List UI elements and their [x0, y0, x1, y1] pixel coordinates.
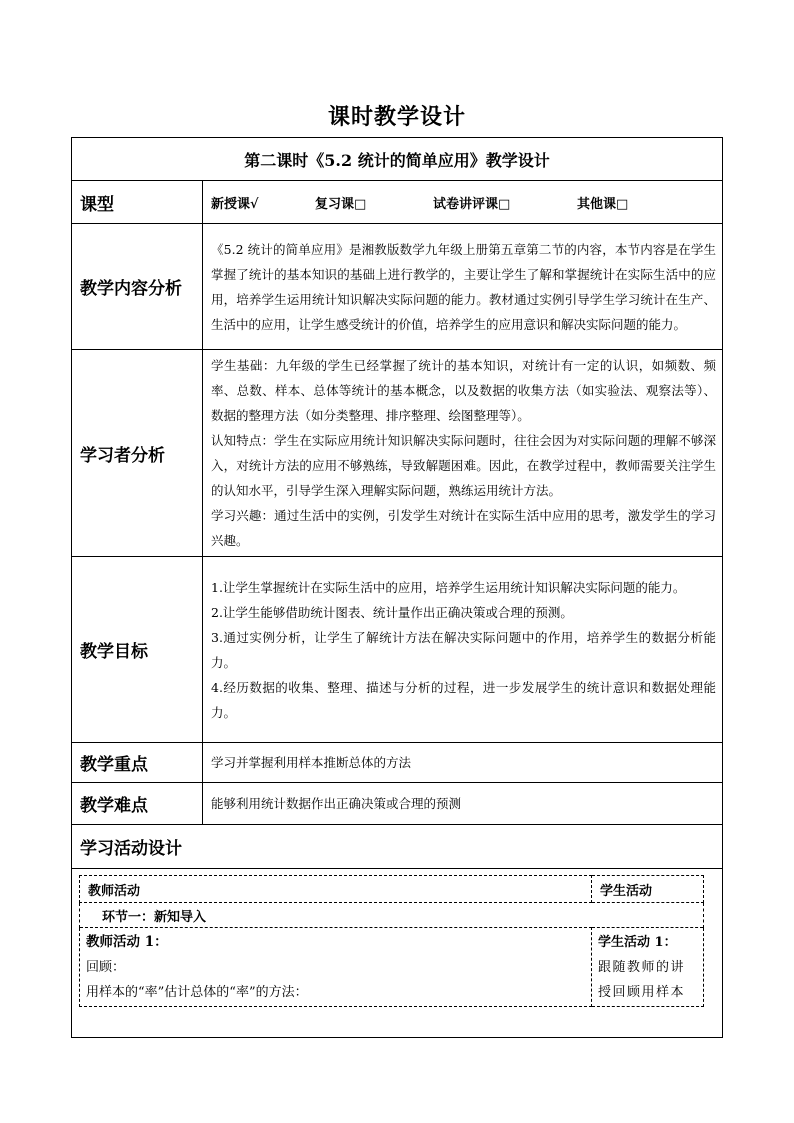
objective-item: 2.让学生能够借助统计图表、统计量作出正确决策或合理的预测。: [211, 604, 573, 620]
course-type-options: [203, 181, 723, 224]
teacher-activity-line: 回顾：: [86, 960, 126, 975]
course-type-exam-review: 试卷讲评课□: [433, 196, 511, 212]
learner-interest: 学习兴趣：通过生活中的实例，引发学生对统计在实际生活中应用的思考，激发学生的学习兴趣。: [211, 508, 717, 548]
learner-basics: 学生基础：九年级的学生已经掌握了统计的基本知识，对统计有一定的认识，如频数、频率、总数、样本、总体等统计的基本概念，以及数据的收集方法（如实验法、观察法等）、数据的整理方法（如分类整理、排序整理、绘图整理等）。: [211, 358, 717, 423]
lesson-heading: 第二课时《5.2 统计的简单应用》教学设计: [72, 138, 723, 181]
key-point-label: 教学重点: [72, 743, 203, 783]
key-point-text: 学习并掌握利用样本推断总体的方法: [203, 743, 723, 783]
learner-analysis-label: 学习者分析: [72, 350, 203, 557]
page-title: 课时教学设计: [327, 104, 466, 130]
course-type-new: 新授课√: [211, 196, 259, 212]
course-type-other: 其他课□: [577, 196, 629, 212]
objective-item: 1.让学生掌握统计在实际生活中的应用，培养学生运用统计知识解决实际问题的能力。: [211, 579, 686, 595]
objective-item: 3.通过实例分析，让学生了解统计方法在解决实际问题中的作用，培养学生的数据分析能力。: [211, 629, 717, 670]
content-analysis-text: 《5.2 统计的简单应用》是湘教版数学九年级上册第五章第二节的内容，本节内容是在学生掌握了统计的基本知识的基础上进行教学的，主要让学生了解和掌握统计在实际生活中的应用，培养学生运用统计知识解决实际问题的能力。教材通过实例引导学生学习统计在生产、生活中的应用，让学生感受统计的价值，培养学生的应用意识和解决实际问题的能力。: [203, 224, 723, 350]
teacher-activity-header: 教师活动: [80, 876, 592, 903]
content-analysis-label: 教学内容分析: [72, 224, 203, 350]
course-type-label: 课型: [72, 181, 203, 224]
student-activity-line: 授回顾用样本: [598, 985, 686, 1000]
student-activity-header: 学生活动: [592, 876, 704, 903]
student-activity-title: 学生活动 1：: [598, 935, 677, 950]
activity-table: [79, 875, 704, 1007]
lesson-plan-table: [71, 137, 723, 1038]
teacher-activity-1: [80, 928, 592, 1007]
learner-cognition: 认知特点：学生在实际应用统计知识解决实际问题时，往往会因为对实际问题的理解不够深入，对统计方法的应用不够熟练，导致解题困难。因此，在教学过程中，教师需要关注学生的认知水平，引导学生深入理解实际问题，熟练运用统计方法。: [211, 433, 717, 498]
objective-item: 4.经历数据的收集、整理、描述与分析的过程，进一步发展学生的统计意识和数据处理能力。: [211, 679, 717, 720]
activity-design-label: 学习活动设计: [72, 825, 723, 869]
objectives-list: [203, 557, 723, 743]
section-heading: 环节一：新知导入: [80, 903, 704, 928]
activity-design-area: [72, 869, 723, 1038]
student-activity-line: 跟随教师的讲: [598, 960, 686, 975]
difficulty-text: 能够利用统计数据作出正确决策或合理的预测: [203, 783, 723, 825]
learner-analysis-text: [203, 350, 723, 557]
student-activity-1: [592, 928, 704, 1007]
course-type-review: 复习课□: [315, 196, 367, 212]
teacher-activity-line: 用样本的“率”估计总体的“率”的方法：: [86, 985, 308, 1000]
difficulty-label: 教学难点: [72, 783, 203, 825]
teacher-activity-title: 教师活动 1：: [86, 934, 168, 950]
objectives-label: 教学目标: [72, 557, 203, 743]
